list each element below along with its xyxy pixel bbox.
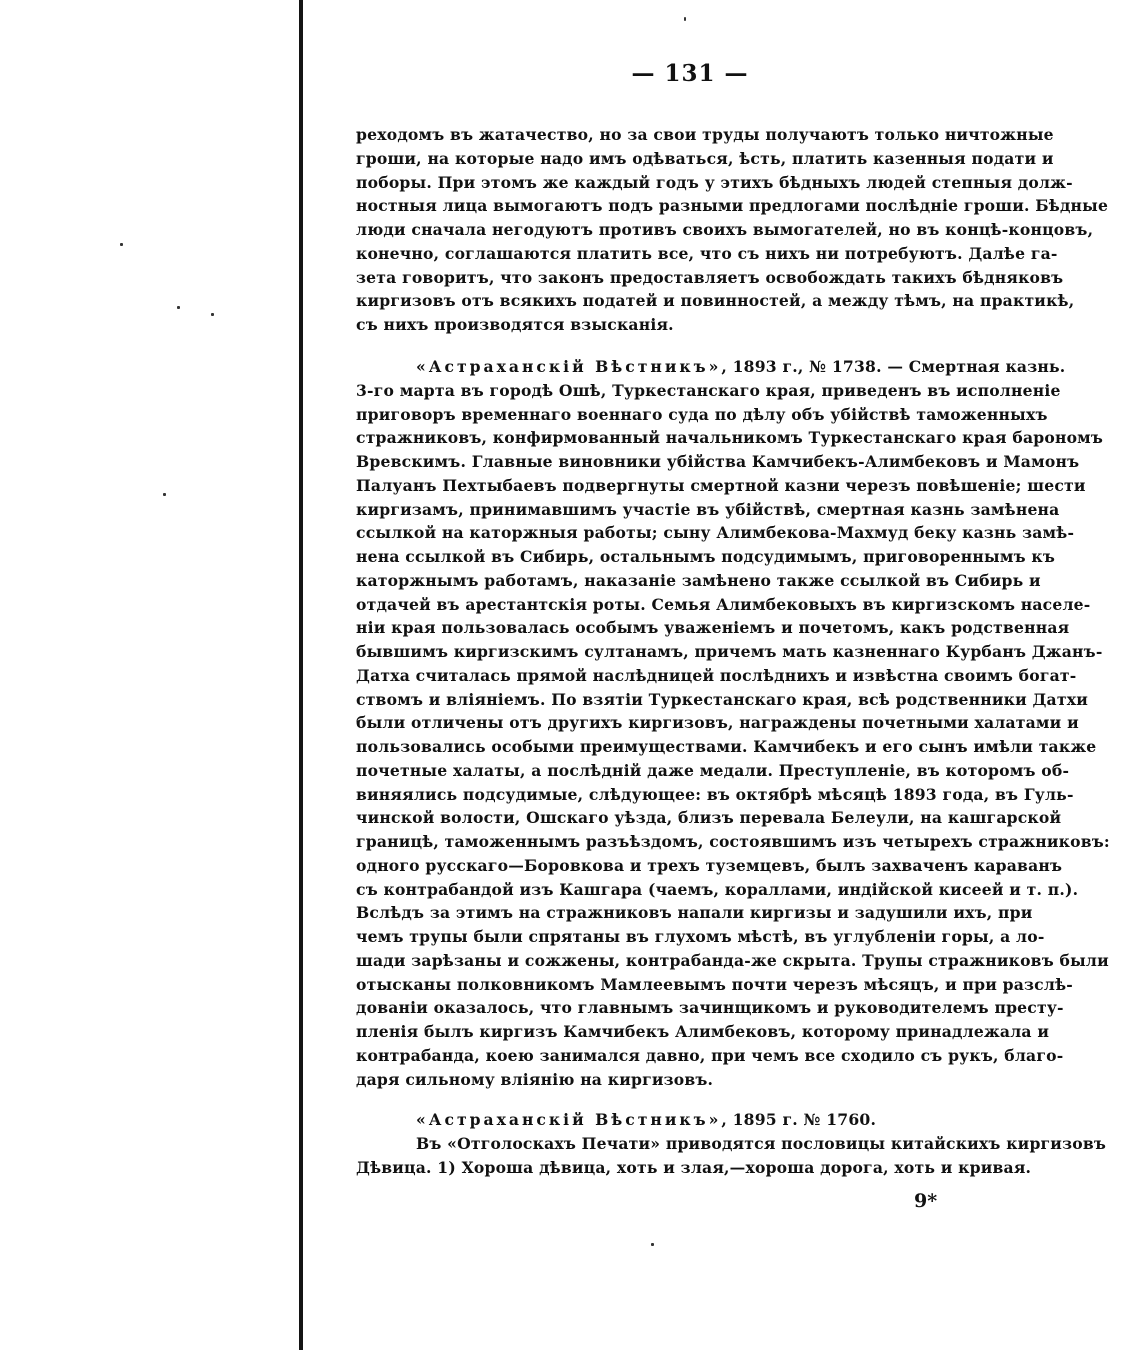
- text-line: контрабанда, коею занимался давно, при чемъ все сходило съ рукъ, благо-: [356, 1045, 1064, 1065]
- text-line: отдачей въ арестантскія роты. Семья Алимбековыхъ въ киргизскомъ населе-: [356, 594, 1091, 614]
- scan-speck: [211, 313, 214, 316]
- text-line: ностныя лица вымогаютъ подъ разными предлогами послѣдніе гроши. Бѣдные: [356, 196, 1109, 216]
- text-line: конечно, соглашаются платить все, что съ нихъ ни потребуютъ. Далѣе га-: [356, 243, 1058, 263]
- newspaper-title: «Астраханскій Вѣстникъ»: [416, 1110, 722, 1129]
- paragraph-2: [356, 355, 1110, 1091]
- text-line: Въ «Отголоскахъ Печати» приводятся пословицы китайскихъ киргизовъ: [416, 1133, 1107, 1153]
- scan-speck: [684, 17, 686, 21]
- scan-speck: [651, 1243, 654, 1246]
- text-line: Дѣвица. 1) Хороша дѣвица, хоть и злая,—хороша дорога, хоть и кривая.: [356, 1157, 1032, 1177]
- text-line: дованіи оказалось, что главнымъ зачинщикомъ и руководителемъ престу-: [356, 998, 1064, 1018]
- text-line: поборы. При этомъ же каждый годъ у этихъ бѣдныхъ людей степныя долж-: [356, 172, 1073, 192]
- text-line: съ нихъ производятся взысканія.: [356, 315, 674, 334]
- text-line: даря сильному вліянію на киргизовъ.: [356, 1069, 714, 1089]
- text-line: гроши, на которые надо имъ одѣваться, ѣсть, платить казенныя подати и: [356, 148, 1054, 168]
- scan-speck: [177, 306, 180, 309]
- text-line: люди сначала негодуютъ противъ своихъ вымогателей, но въ концѣ-концовъ,: [356, 220, 1094, 239]
- paragraph-3: [356, 1108, 1107, 1179]
- text-line: одного русскаго—Боровкова и трехъ туземцевъ, былъ захваченъ караванъ: [356, 855, 1063, 875]
- text-line: ствомъ и вліяніемъ. По взятіи Туркестанскаго края, всѣ родственники Датхи: [356, 689, 1088, 709]
- text-line: киргизамъ, принимавшимъ участіе въ убійствѣ, смертная казнь замѣнена: [356, 499, 1060, 519]
- text-line: виняялись подсудимые, слѣдующее: въ октябрѣ мѣсяцѣ 1893 года, въ Гуль-: [356, 784, 1074, 804]
- text-line: пользовались особыми преимуществами. Камчибекъ и его сынъ имѣли также: [356, 737, 1097, 756]
- text-line: 3-го марта въ городѣ Ошѣ, Туркестанскаго края, приведенъ въ исполненіе: [356, 380, 1061, 400]
- text-line: чинской волости, Ошскаго уѣзда, близъ перевала Белеули, на кашгарской: [356, 808, 1062, 828]
- text-line: Вслѣдъ за этимъ на стражниковъ напали киргизы и задушили ихъ, при: [356, 903, 1033, 923]
- text-line: зета говоритъ, что законъ предоставляетъ освобождать такихъ бѣдняковъ: [356, 267, 1064, 287]
- text-line: были отличены отъ другихъ киргизовъ, награждены почетными халатами и: [356, 713, 1079, 733]
- text-line: Вревскимъ. Главные виновники убійства Камчибекъ-Алимбековъ и Мамонъ: [356, 452, 1080, 471]
- text-line: реходомъ въ жатачество, но за свои труды получаютъ только ничтожные: [356, 125, 1054, 144]
- newspaper-title: «Астраханскій Вѣстникъ»: [416, 357, 722, 376]
- text-line: отысканы полковникомъ Мамлеевымъ почти черезъ мѣсяцъ, и при разслѣ-: [356, 974, 1073, 994]
- text-line: нена ссылкой въ Сибирь, остальнымъ подсудимымъ, приговореннымъ къ: [356, 547, 1055, 566]
- scan-speck: [120, 243, 123, 246]
- signature-mark: 9*: [914, 1190, 938, 1212]
- text-line: границѣ, таможеннымъ разъѣздомъ, состоявшимъ изъ четырехъ стражниковъ:: [356, 832, 1110, 851]
- text-line: ніи края пользовалась особымъ уваженіемъ и почетомъ, какъ родственная: [356, 618, 1070, 638]
- source-heading-line: [356, 1108, 1020, 1132]
- text-line: ссылкой на каторжныя работы; сыну Алимбекова-Махмуд беку казнь замѣ-: [356, 523, 1075, 543]
- text-line: чемъ трупы были спрятаны въ глухомъ мѣстѣ, въ углубленіи горы, а ло-: [356, 927, 1045, 946]
- binding-edge-line: [299, 0, 303, 1350]
- source-details: , 1895 г. № 1760.: [721, 1110, 877, 1129]
- source-heading-line: [356, 355, 1066, 379]
- paragraph-1: [356, 123, 1109, 337]
- text-line: Палуанъ Пехтыбаевъ подвергнуты смертной казни черезъ повѣшеніе; шести: [356, 475, 1086, 495]
- text-line: приговоръ временнаго военнаго суда по дѣлу объ убійствѣ таможенныхъ: [356, 404, 1048, 424]
- text-line: стражниковъ, конфирмованный начальникомъ Туркестанскаго края барономъ: [356, 428, 1104, 448]
- text-line: бывшимъ киргизскимъ султанамъ, причемъ мать казненнаго Курбанъ Джанъ-: [356, 642, 1103, 661]
- text-line: каторжнымъ работамъ, наказаніе замѣнено также ссылкой въ Сибирь и: [356, 570, 1041, 590]
- scan-speck: [163, 493, 166, 496]
- source-details: , 1893 г., № 1738. — Смертная казнь.: [721, 357, 1066, 376]
- page-number: — 131 —: [631, 60, 749, 87]
- text-line: пленія былъ киргизъ Камчибекъ Алимбековъ, которому принадлежала и: [356, 1022, 1050, 1041]
- text-line: Датха считалась прямой наслѣдницей послѣднихъ и извѣстна своимъ богат-: [356, 665, 1077, 685]
- text-line: шади зарѣзаны и сожжены, контрабанда-же скрыта. Трупы стражниковъ были: [356, 950, 1109, 970]
- text-line: киргизовъ отъ всякихъ податей и повинностей, а между тѣмъ, на практикѣ,: [356, 291, 1075, 311]
- text-line: съ контрабандой изъ Кашгара (чаемъ, кораллами, индійской кисеей и т. п.).: [356, 879, 1079, 899]
- text-line: почетные халаты, а послѣдній даже медали. Преступленіе, въ которомъ об-: [356, 760, 1070, 780]
